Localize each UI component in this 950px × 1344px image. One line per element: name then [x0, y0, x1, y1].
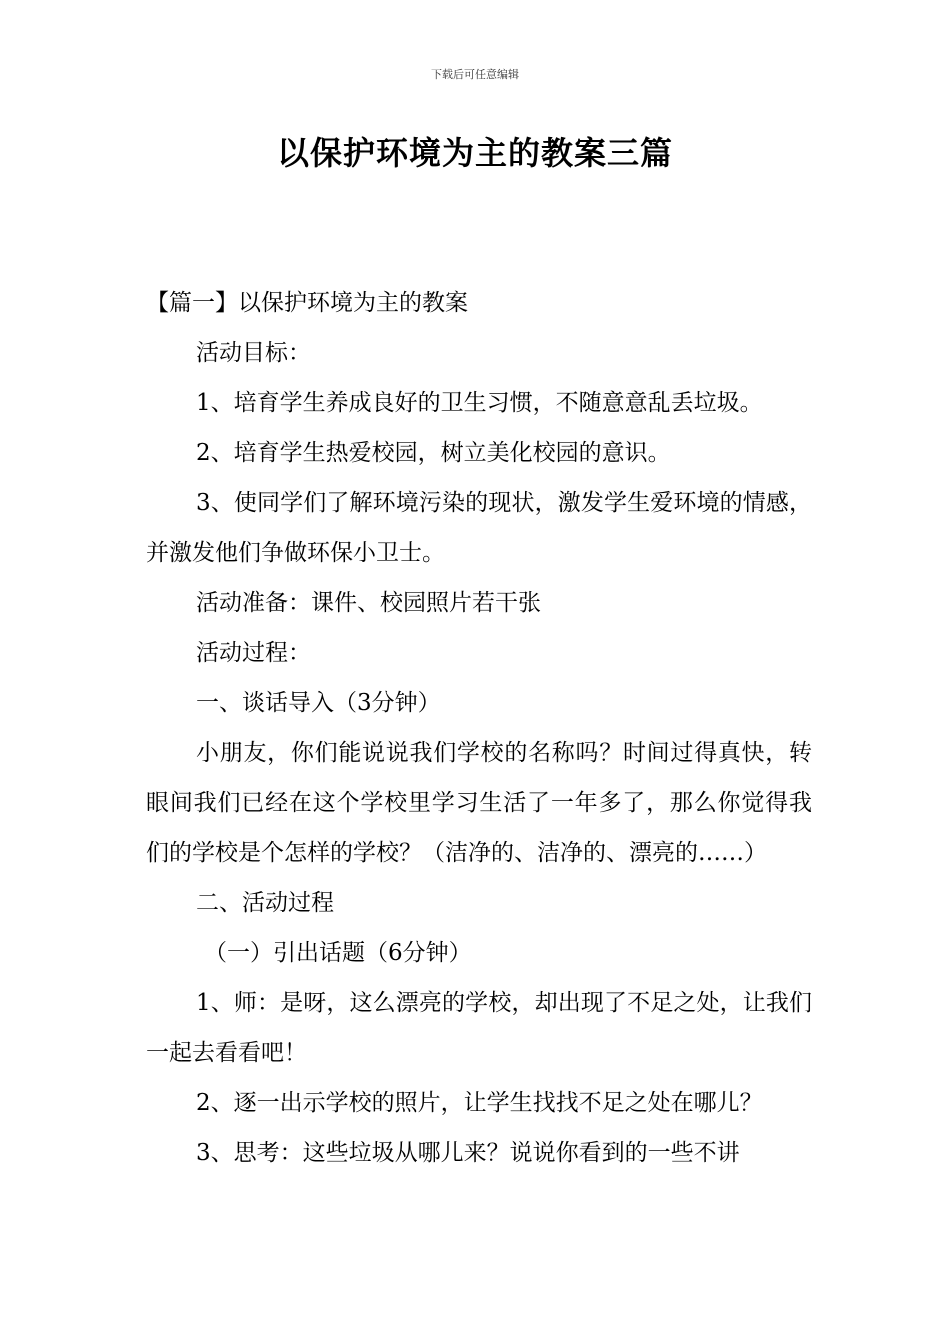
section-heading: 【篇一】以保护环境为主的教案	[146, 290, 468, 316]
document-body	[146, 278, 812, 1178]
paragraph: 1、师：是呀，这么漂亮的学校，却出现了不足之处，让我们一起去看看吧！	[146, 990, 812, 1066]
paragraph: 1、培育学生养成良好的卫生习惯，不随意意乱丢垃圾。	[196, 390, 763, 416]
paragraph: 一、谈话导入（3分钟）	[196, 690, 441, 716]
document-title: 以保护环境为主的教案三篇	[276, 134, 673, 172]
header-note: 下载后可任意编辑	[431, 68, 519, 81]
paragraph: 3、使同学们了解环境污染的现状，激发学生爱环境的情感，并激发他们争做环保小卫士。	[146, 490, 812, 566]
paragraph: 小朋友，你们能说说我们学校的名称吗？时间过得真快，转眼间我们已经在这个学校里学习生活了一年多了，那么你觉得我们的学校是个怎样的学校？（洁净的、洁净的、漂亮的……）	[146, 740, 812, 866]
paragraph: 活动目标：	[196, 340, 311, 366]
paragraph: 2、培育学生热爱校园，树立美化校园的意识。	[196, 440, 671, 466]
paragraph: 活动过程：	[196, 640, 311, 666]
paragraph: 2、逐一出示学校的照片，让学生找找不足之处在哪儿？	[196, 1090, 763, 1116]
paragraph: 活动准备：课件、校园照片若干张	[196, 590, 541, 616]
paragraph: 3、思考：这些垃圾从哪儿来？说说你看到的一些不讲	[196, 1140, 740, 1166]
paragraph: 二、活动过程	[196, 890, 334, 916]
paragraph: （一）引出话题（6分钟）	[204, 940, 472, 966]
